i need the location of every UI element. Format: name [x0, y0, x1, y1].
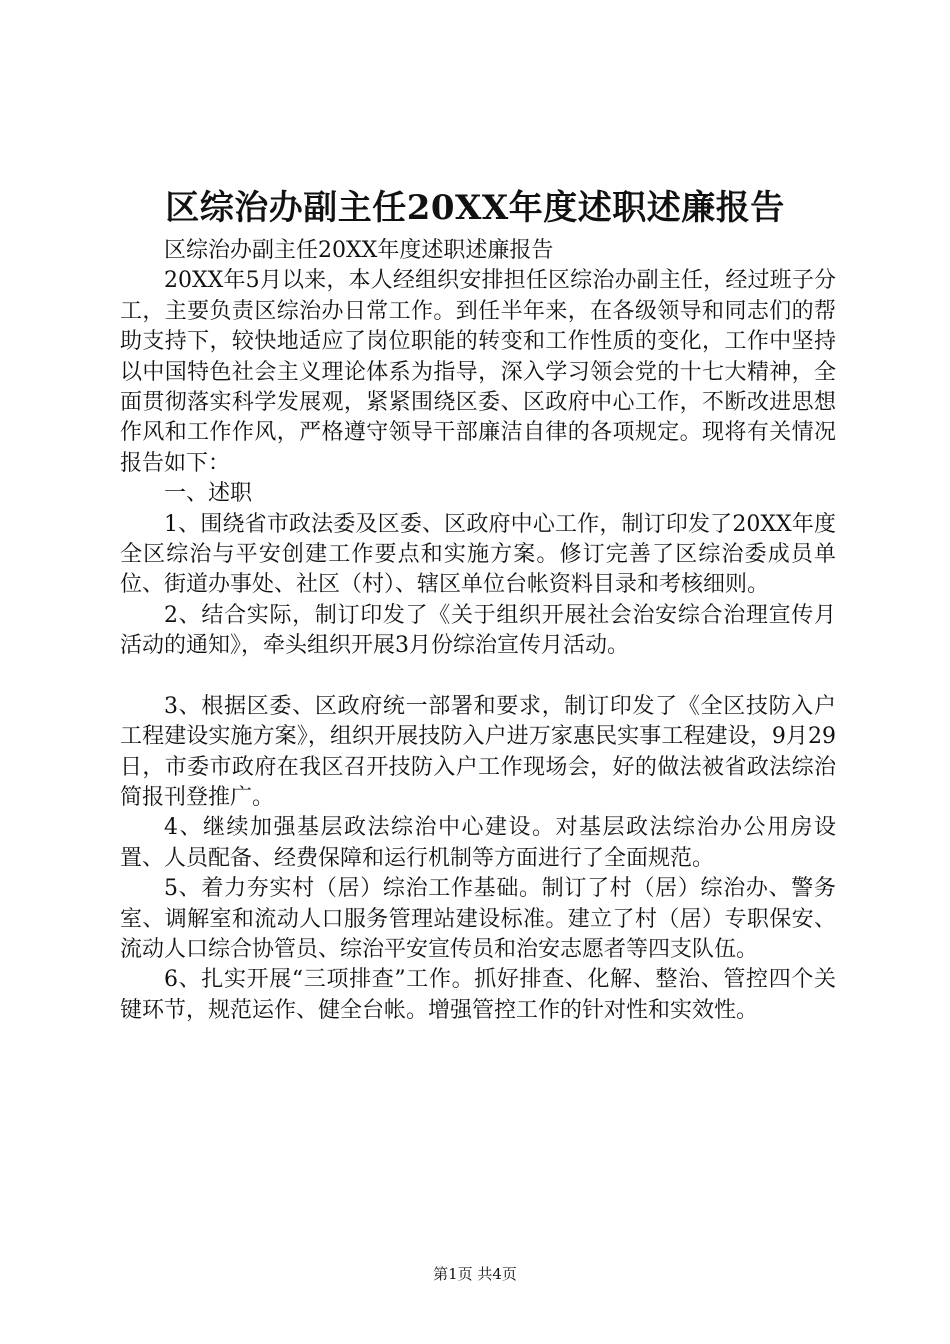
paragraph-intro: 20XX年5月以来，本人经组织安排担任区综治办副主任，经过班子分工，主要负责区综治办日常工作。到任半年来，在各级领导和同志们的帮助支持下，较快地适应了岗位职能的转变和工作性质的变化，工作中坚持以中国特色社会主义理论体系为指导，深入学习领会党的十七大精神，全面贯彻落实科学发展观，紧紧围绕区委、区政府中心工作，不断改进思想作风和工作作风，严格遵守领导干部廉洁自律的各项规定。现将有关情况报告如下：	[120, 268, 836, 476]
paragraph-subtitle: 区综治办副主任20XX年度述职述廉报告	[164, 238, 554, 263]
section-heading-shuzhi: 一、述职	[164, 481, 253, 507]
paragraph-item-3: 3、根据区委、区政府统一部署和要求，制订印发了《全区技防入户工程建设实施方案》，组织开展技防入户进万家惠民实事工程建设，9月29日，市委市政府在我区召开技防入户工作现场会，好的做法被省政法综治简报刊登推广。	[120, 693, 836, 810]
paragraph-item-2: 2、结合实际，制订印发了《关于组织开展社会治安综合治理宣传月活动的通知》，牵头组织开展3月份综治宣传月活动。	[120, 602, 836, 659]
document-body	[120, 236, 836, 1026]
paragraph-item-4: 4、继续加强基层政法综治中心建设。对基层政法综治办公用房设置、人员配备、经费保障和运行机制等方面进行了全面规范。	[120, 815, 836, 871]
paragraph-item-6: 6、扎实开展“三项排查”工作。抓好排查、化解、整治、管控四个关键环节，规范运作、健全台帐。增强管控工作的针对性和实效性。	[120, 967, 836, 1023]
page-number-footer: 第1页 共4页	[433, 1265, 517, 1283]
paragraph-item-5: 5、着力夯实村（居）综治工作基础。制订了村（居）综治办、警务室、调解室和流动人口服务管理站建设标准。建立了村（居）专职保安、流动人口综合协管员、综治平安宣传员和治安志愿者等四支队伍。	[120, 876, 836, 962]
document-title: 区综治办副主任20XX年度述职述廉报告	[165, 188, 785, 228]
paragraph-item-1: 1、围绕省市政法委及区委、区政府中心工作，制订印发了20XX年度全区综治与平安创建工作要点和实施方案。修订完善了区综治委成员单位、街道办事处、社区（村）、辖区单位台帐资料目录和考核细则。	[120, 511, 836, 598]
